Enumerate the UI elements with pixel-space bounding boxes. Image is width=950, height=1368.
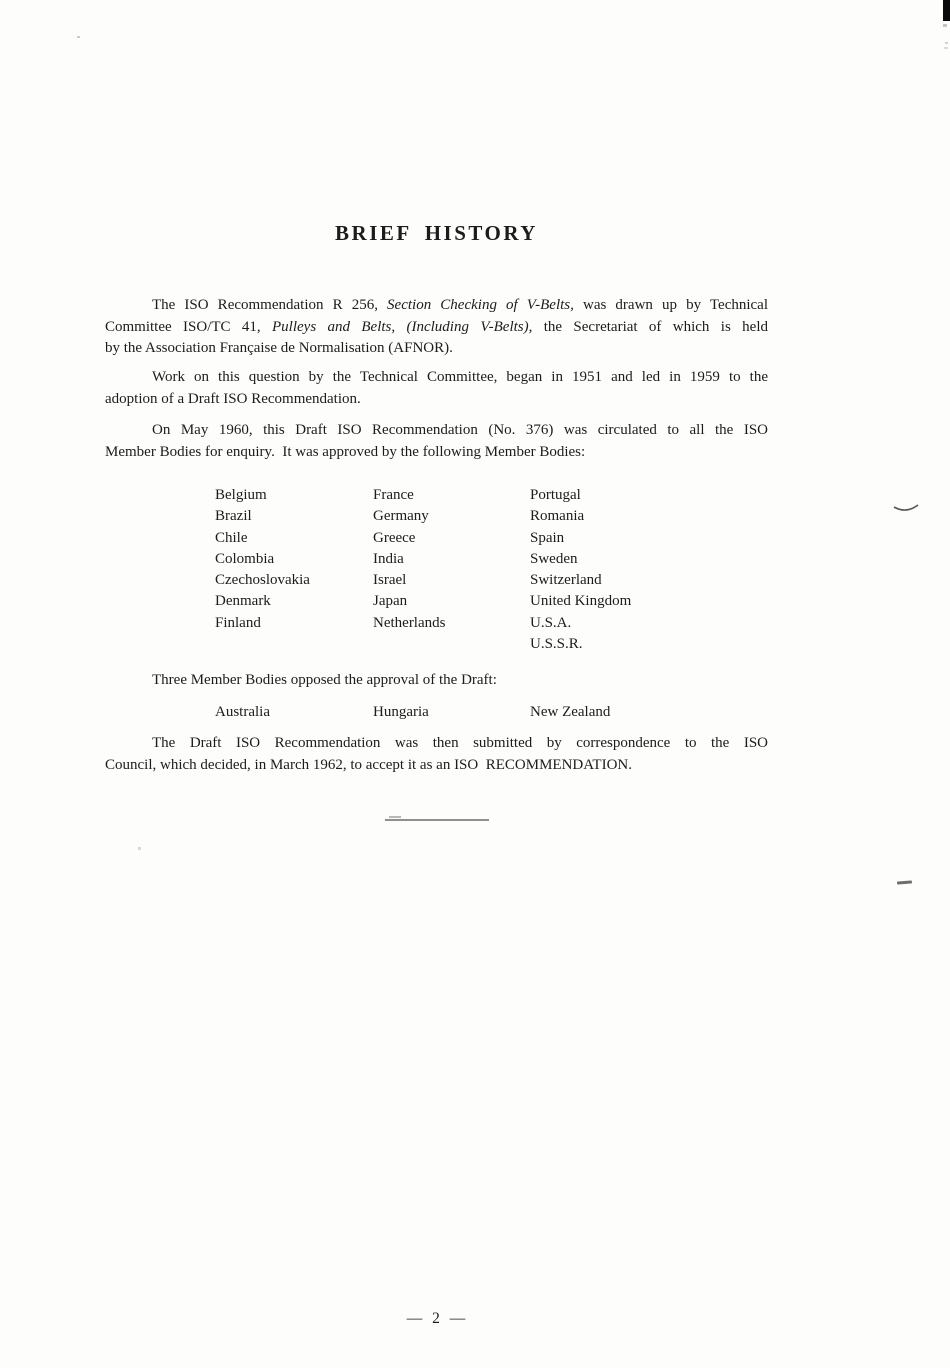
member-body-name: Spain (530, 529, 565, 546)
page-number: — 2 — (406, 1310, 467, 1327)
paragraph-3 (105, 420, 768, 463)
scan-artifact-speck (943, 24, 947, 27)
member-body-name: Israel (373, 572, 407, 589)
scan-artifact-dot (77, 36, 80, 38)
member-body-name: Sweden (530, 550, 578, 567)
member-body-name: Finland (215, 614, 261, 631)
pen-mark-dash (897, 880, 912, 884)
member-body-name: Colombia (215, 550, 275, 567)
opposed-member-bodies-list (215, 702, 778, 723)
text-line: The Draft ISO Recommendation was then submitted by correspondence to the ISO (152, 735, 768, 751)
section-separator-line (385, 819, 489, 821)
text-line: Member Bodies for enquiry. It was approved by the following Member Bodies: (105, 443, 586, 460)
member-body-name: U.S.S.R. (530, 636, 583, 653)
member-body-name: India (373, 550, 404, 567)
text-line: adoption of a Draft ISO Recommendation. (105, 390, 361, 407)
separator-tick-mark (389, 816, 401, 818)
member-body-name: United Kingdom (530, 593, 632, 610)
member-body-column (215, 485, 373, 655)
scan-artifact-black-bar (943, 0, 950, 21)
member-body-name: Belgium (215, 487, 267, 503)
text-line: Council, which decided, in March 1962, to accept it as an ISO RECOMMENDATION. (105, 756, 632, 773)
scan-artifact-speck (945, 42, 948, 44)
member-body-name: Greece (373, 529, 416, 546)
member-body-name: France (373, 487, 414, 503)
text-line: The ISO Recommendation R 256, Section Checking of V-Belts, was drawn up by Technical (152, 297, 769, 313)
approved-member-bodies-list (215, 485, 778, 655)
text-line: Work on this question by the Technical Committee, began in 1951 and led in 1959 to the (152, 369, 768, 385)
member-body-name: Chile (215, 529, 248, 546)
paragraph-2 (105, 367, 768, 410)
text-line: Committee ISO/TC 41, Pulleys and Belts, (Including V-Belts), the Secretariat of which is held (105, 318, 768, 335)
text-line: by the Association Française de Normalisation (AFNOR). (105, 340, 453, 357)
member-body-name: Denmark (215, 593, 271, 610)
opposed-member-body: Hungaria (373, 704, 429, 720)
member-body-name: Netherlands (373, 614, 446, 631)
opposed-intro (105, 670, 768, 692)
member-body-name: Czechoslovakia (215, 572, 310, 589)
paragraph-4 (105, 733, 768, 776)
member-body-name: Japan (373, 593, 408, 610)
text-line: Three Member Bodies opposed the approval of the Draft: (152, 672, 497, 688)
member-body-name: Switzerland (530, 572, 602, 589)
member-body-name: Germany (373, 508, 429, 525)
paragraph-1 (105, 295, 768, 360)
member-body-name: U.S.A. (530, 614, 572, 631)
opposed-member-body: Australia (215, 704, 270, 720)
scan-artifact-speck (944, 47, 948, 49)
member-body-name: Brazil (215, 508, 252, 525)
member-body-column (373, 485, 530, 655)
member-body-column (530, 485, 778, 655)
text-line: On May 1960, this Draft ISO Recommendation (No. 376) was circulated to all the ISO (152, 422, 768, 438)
scan-artifact-dot (138, 847, 141, 850)
member-body-name: Portugal (530, 487, 581, 503)
opposed-member-body: New Zealand (530, 704, 611, 720)
pen-mark-curve (893, 502, 919, 520)
member-body-name: Romania (530, 508, 585, 525)
document-title: BRIEF HISTORY (335, 221, 538, 246)
